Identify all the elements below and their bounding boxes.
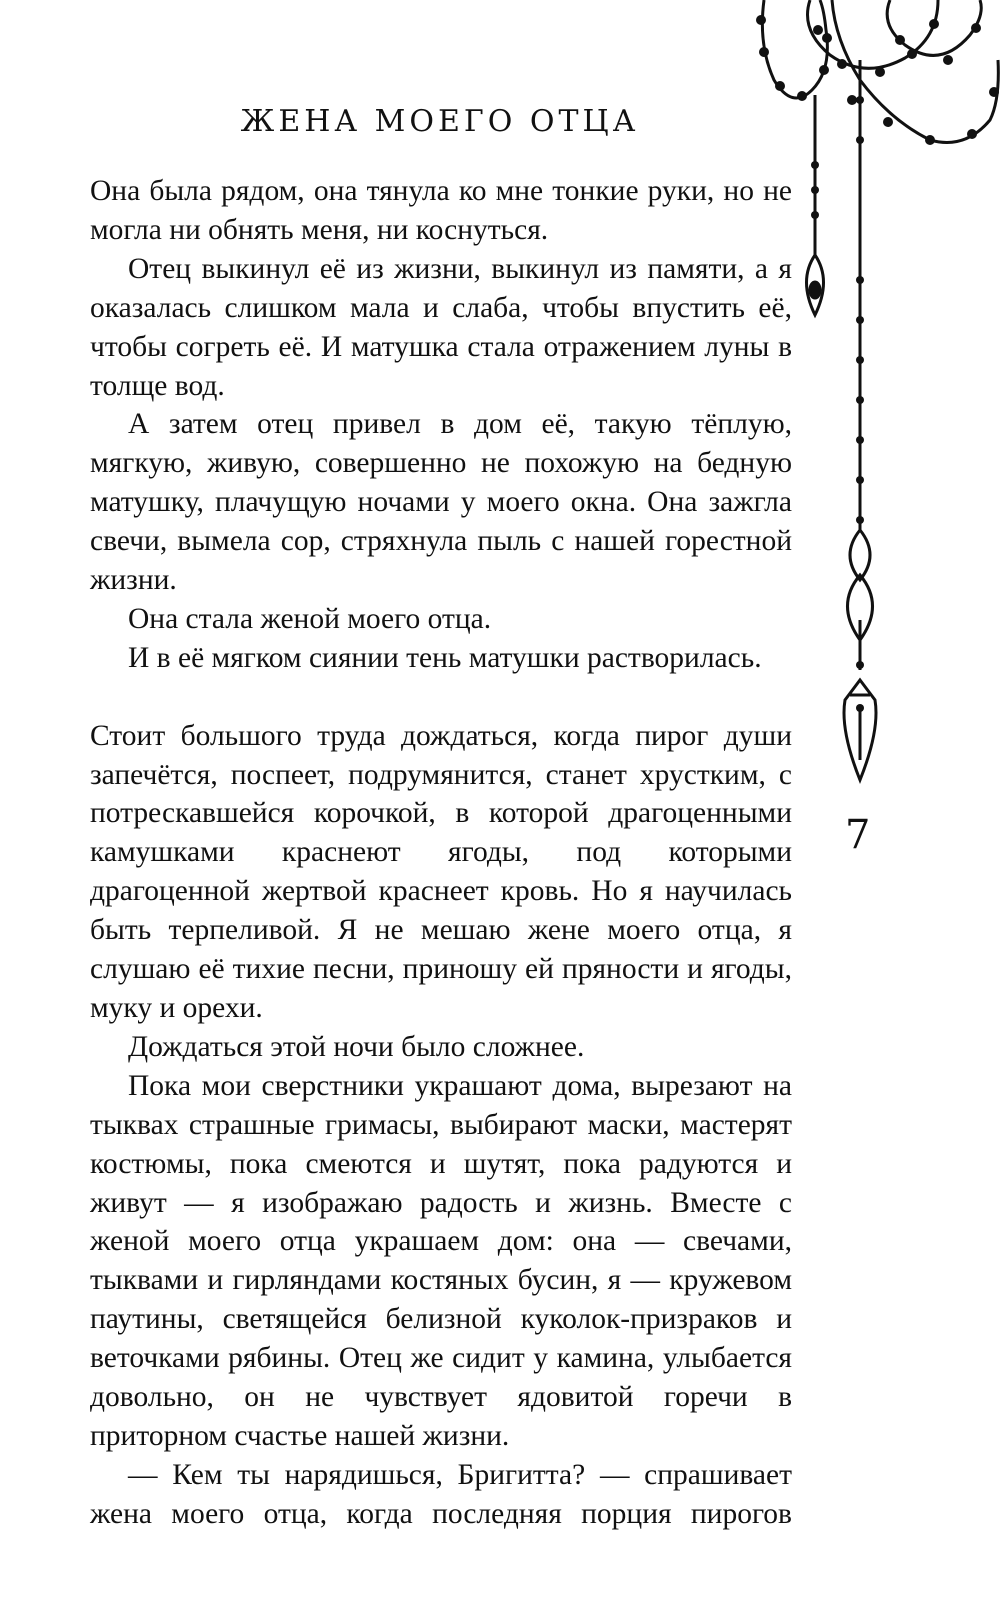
paragraph: А затем отец привел в дом её, такую тёплую, мягкую, живую, совершенно не похожую на бедную матушку, плачущую ночами у моего окна. Она зажгла свечи, вымела сор, стряхнула пыль с нашей горестной жизни.: [90, 408, 792, 597]
paragraph: Она стала женой моего отца.: [128, 602, 492, 635]
page-number: 7: [845, 812, 871, 858]
paragraph: Пока мои сверстники украшают дома, вырезают на тыквах страшные гримасы, выбирают маски, мастерят костюмы, пока смеются и шутят, пока радуются и живут — я изображаю радость и жизнь. Вместе с женой моего отца украшаем дом: она — свечами, тыквами и гирляндами костяных бусин, я — кружевом паутины, светящейся белизной куколок-призраков и веточками рябины. Отец же сидит у камина, улыбается довольно, он не чувствует ядовитой горечи в приторном счастье нашей жизни.: [90, 1069, 792, 1452]
running-title: ЖЕНА МОЕГО ОТЦА: [240, 104, 640, 139]
paragraph: — Кем ты нарядишься, Бригитта? — спрашивает жена моего отца, когда последняя порция пирогов: [90, 1458, 792, 1530]
paragraph: Дождаться этой ночи было сложнее.: [128, 1030, 585, 1063]
body-text: [90, 172, 792, 1534]
nib-hole: [856, 704, 864, 712]
paragraph: И в её мягком сиянии тень матушки растворилась.: [128, 641, 762, 674]
paragraph: Отец выкинул её из жизни, выкинул из памяти, а я оказалась слишком мала и слаба, чтобы впустить её, чтобы согреть её. И матушка стала отражением луны в толще вод.: [90, 252, 792, 402]
paragraph: Стоит большого труда дождаться, когда пирог души запечётся, поспеет, подрумянится, станет хрустким, с потрескавшейся корочкой, в которой драгоценными камушками краснеют ягоды, под которыми драгоценной жертвой краснеет кровь. Но я научилась быть терпеливой. Я не мешаю жене моего отца, я слушаю её тихие песни, приношу ей пряности и ягоды, муку и орехи.: [90, 719, 792, 1025]
paragraph: Она была рядом, она тянула ко мне тонкие руки, но не могла ни обнять меня, ни коснуться.: [90, 175, 792, 246]
pendant-ornament-icon: [740, 0, 1000, 790]
